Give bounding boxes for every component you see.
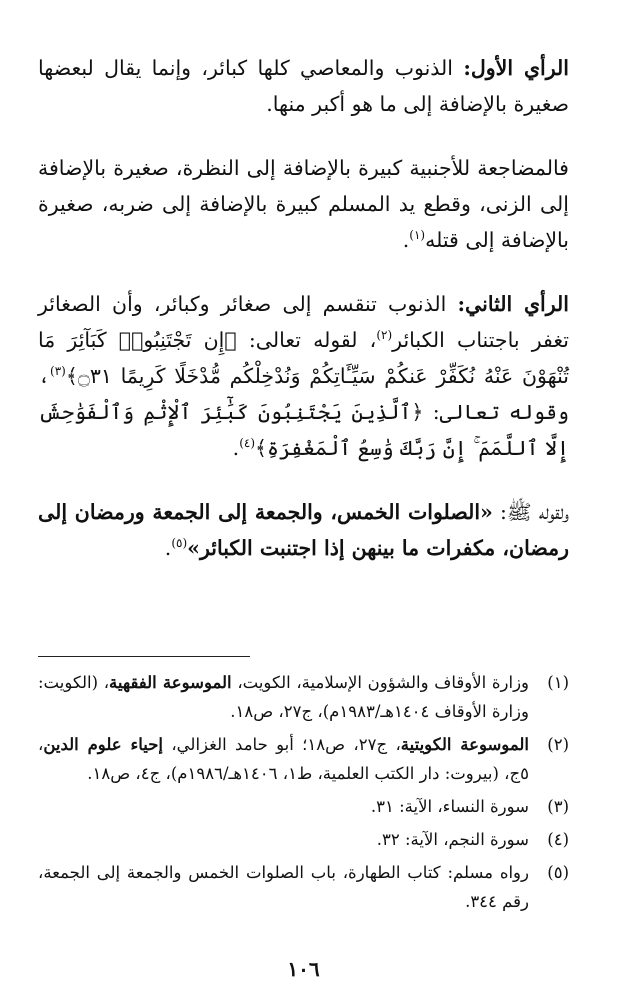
footnote-title: الموسوعة الكويتية — [400, 735, 529, 754]
paragraph-second-opinion — [38, 286, 569, 466]
footnote-number: (١) — [547, 673, 569, 692]
footnote-ref-4[interactable]: (٤) — [239, 436, 256, 451]
first-opinion-heading: الرأي الأول: — [463, 56, 569, 80]
footnote-item — [38, 792, 569, 821]
hadith-end: . — [164, 536, 172, 560]
footnote-number: (٥) — [547, 863, 569, 882]
hadith-intro: ولقوله ﷺ: — [492, 500, 569, 524]
footnote-text — [38, 730, 529, 788]
footnote-item — [38, 668, 569, 726]
footnote-title: الموسوعة الفقهية — [109, 673, 232, 692]
quran-verse-nisa: ﴿إِن تَجْتَنِبُوا۟ كَبَآئِرَ مَا تُنْهَوْنَ عَنْهُ نُكَفِّرْ عَنكُمْ سَيِّـَٔاتِكُمْ وَنُدْخِلْكُم مُّدْخَلًا كَرِيمًا ۝٣١﴾ — [38, 328, 569, 388]
footnote-ref-2[interactable]: (٢) — [376, 328, 393, 343]
footnote-divider — [38, 656, 250, 657]
footnote-text: سورة النجم، الآية: ٣٢. — [376, 830, 529, 849]
footnote-text: رواه مسلم: كتاب الطهارة، باب الصلوات الخمس والجمعة إلى الجمعة، رقم ٣٤٤. — [38, 863, 529, 911]
footnote-text — [38, 668, 529, 726]
quran-verse-najm: ﴿ٱلَّذِينَ يَجْتَنِبُونَ كَبَٰٓئِرَ ٱلْإِثْمِ وَٱلْفَوَٰحِشَ إِلَّا ٱللَّمَمَ ۚ إِنَّ رَبَّكَ وَٰسِعُ ٱلْمَغْفِرَةِ﴾ — [38, 400, 569, 460]
footnote-text: سورة النساء، الآية: ٣١. — [370, 797, 529, 816]
first-opinion-text: الذنوب والمعاصي كلها كبائر، وإنما يقال لبعضها صغيرة بالإضافة إلى ما هو أكبر منها. — [38, 56, 569, 116]
second-opinion-heading: الرأي الثاني: — [457, 292, 569, 316]
footnote-item — [38, 730, 569, 788]
footnote-item — [38, 825, 569, 854]
paragraph-first-opinion — [38, 50, 569, 122]
second-opinion-text-2: ، لقوله تعالى: — [236, 328, 377, 352]
examples-text: فالمضاجعة للأجنبية كبيرة بالإضافة إلى النظرة، صغيرة بالإضافة إلى الزنى، وقطع يد المسلم كبيرة بالإضافة إلى ضربه، صغيرة بالإضافة إلى قتله — [38, 156, 569, 252]
footnote-number: (٢) — [547, 735, 569, 754]
second-opinion-end: . — [232, 436, 240, 460]
hadith-text: «الصلوات الخمس، والجمعة إلى الجمعة ورمضان إلى رمضان، مكفرات ما بينهن إذا اجتنبت الكبائر» — [38, 500, 569, 560]
second-opinion-text-3: ، وقوله تعالى: — [38, 364, 570, 424]
document-page — [38, 50, 569, 980]
footnote-text-part: ، ٥ج، (بيروت: دار الكتب العلمية، ط١، ١٤٠٦هـ/١٩٨٦م)، ج٤، ص١٨. — [38, 735, 529, 783]
footnote-title: إحياء علوم الدين — [43, 735, 164, 754]
examples-end: . — [402, 228, 410, 252]
second-opinion-text-1: الذنوب تنقسم إلى صغائر وكبائر، وأن الصغائر تغفر باجتناب الكبائر — [38, 292, 569, 352]
footnote-ref-3[interactable]: (٣) — [50, 364, 66, 379]
footnotes-section — [38, 668, 569, 920]
paragraph-examples — [38, 150, 569, 258]
paragraph-hadith — [38, 494, 569, 566]
footnote-text-part: وزارة الأوقاف والشؤون الإسلامية، الكويت، — [231, 673, 529, 692]
footnote-number: (٣) — [547, 797, 569, 816]
footnote-item — [38, 858, 569, 916]
footnote-text-part: ، (الكويت: وزارة الأوقاف ١٤٠٤هـ/١٩٨٣م)، ج٢٧، ص١٨. — [38, 673, 529, 721]
footnote-ref-5[interactable]: (٥) — [171, 536, 188, 551]
footnote-number: (٤) — [547, 830, 569, 849]
page-number: ١٠٦ — [287, 957, 320, 981]
footnote-text-part: ، ج٢٧، ص١٨؛ أبو حامد الغزالي، — [163, 735, 401, 754]
footnote-ref-1[interactable]: (١) — [409, 228, 426, 243]
